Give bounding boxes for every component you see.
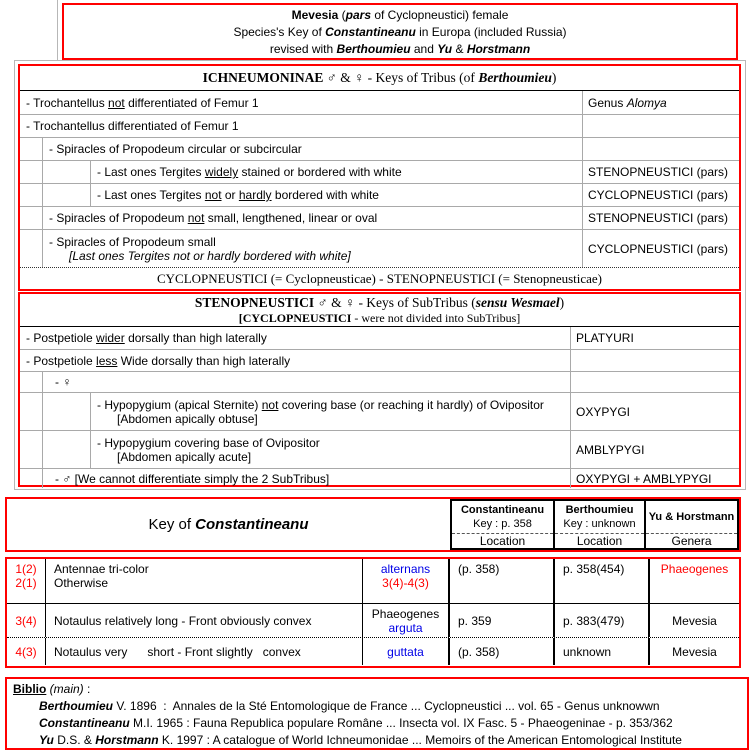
key-row-text: - Spiracles of Propodeum circular or subcircular xyxy=(49,142,302,156)
key-row-text: - Postpetiole wider dorsally than high laterally xyxy=(26,331,267,345)
title-yu: Yu xyxy=(437,42,453,56)
title-text: ( xyxy=(338,8,346,22)
genus-cell: Mevesia xyxy=(672,613,717,628)
key-row-text: - Hypopygium covering base of Ovipositor xyxy=(97,435,320,450)
key-couplet-row xyxy=(7,559,739,603)
key-row xyxy=(20,206,739,229)
species-cell: alternans 3(4)-4(3) xyxy=(363,559,450,603)
key-row xyxy=(20,327,739,349)
key-row-result: OXYPYGI + AMBLYPYGI xyxy=(570,469,739,488)
title-mevesia: Mevesia xyxy=(291,8,339,22)
column-subhead: Location xyxy=(479,534,526,548)
key-row xyxy=(20,91,739,114)
header-author: sensu Wesmael xyxy=(475,294,560,310)
key-row-note: [Last ones Tergites not or hardly bordered with white] xyxy=(69,248,351,263)
key-row xyxy=(20,392,739,430)
key-row-result: CYCLOPNEUSTICI (pars) xyxy=(582,230,739,267)
title-text: and xyxy=(410,42,438,56)
column-name: Berthoumieu xyxy=(565,504,634,516)
key-row xyxy=(20,137,739,160)
key-row-text: - ♀ xyxy=(55,375,72,389)
indent-guide xyxy=(20,469,43,488)
key-row-text: - Spiracles of Propodeum small xyxy=(49,234,216,249)
key-row xyxy=(20,160,739,183)
key-row-result: PLATYURI xyxy=(570,327,739,349)
column-berthoumieu xyxy=(553,501,644,548)
key-row-text: - Last ones Tergites widely stained or bordered with white xyxy=(97,165,402,179)
header-taxon: STENOPNEUSTICI xyxy=(194,294,315,310)
key-row-text: - Spiracles of Propodeum not small, lengthened, linear or oval xyxy=(49,211,378,225)
berthoumieu-location: p. 383(479) xyxy=(555,604,650,637)
key-title: Key of Constantineanu xyxy=(148,516,309,533)
key-row xyxy=(20,468,739,488)
key-row-text: - Trochantellus differentiated of Femur 1 xyxy=(26,119,239,133)
biblio-entry-berthoumieu: Berthoumieu V. 1896 : Annales de la Sté Entomologique de France ... Cyclopneustici ... vol. 65 - Genus unknowwn xyxy=(39,699,660,713)
key-row-text: - Trochantellus not differentiated of Femur 1 xyxy=(26,95,259,110)
key-row-result: STENOPNEUSTICI (pars) xyxy=(582,161,739,183)
title-line-1 xyxy=(64,7,736,24)
title-pars: pars xyxy=(345,8,371,22)
header-note: [CYCLOPNEUSTICI xyxy=(238,310,352,325)
key-row-result xyxy=(582,138,739,160)
key-row xyxy=(20,371,739,392)
indent-guide xyxy=(20,184,43,206)
key-row-text: - Last ones Tergites not or hardly bordered with white xyxy=(97,188,379,202)
reference-columns xyxy=(450,499,739,550)
column-name: Yu & Horstmann xyxy=(648,511,735,523)
key-row xyxy=(20,430,739,468)
grid-line-vertical xyxy=(57,0,58,61)
column-name: Constantineanu xyxy=(460,504,545,516)
indent-guide xyxy=(20,138,43,160)
key-row-result: STENOPNEUSTICI (pars) xyxy=(582,207,739,229)
key-row-result xyxy=(570,350,739,371)
title-box xyxy=(62,3,738,60)
title-horstmann: Horstmann xyxy=(466,42,531,56)
header-text: ) xyxy=(551,70,557,85)
biblio-entry-constantineanu: Constantineanu M.I. 1965 : Fauna Republica populare Române ... Insecta vol. IX Fasc. 5 - Phaeogeninae - p. 353/362 xyxy=(39,716,673,730)
indent-guide xyxy=(20,393,43,430)
indent-guide xyxy=(20,161,43,183)
title-text: Species's Key of xyxy=(233,25,326,39)
key-row xyxy=(20,114,739,137)
key-row-result xyxy=(582,115,739,137)
species-cell: guttata xyxy=(363,638,450,665)
column-constantineanu xyxy=(452,501,553,548)
biblio-colon: : xyxy=(83,682,91,696)
constantineanu-key-rows xyxy=(5,557,741,668)
header-text: ) xyxy=(559,294,565,310)
tribus-summary-row: CYCLOPNEUSTICI (= Cyclopneusticae) - STENOPNEUSTICI (= Stenopneusticae) xyxy=(20,267,739,290)
key-row xyxy=(20,349,739,371)
title-text: & xyxy=(452,42,467,56)
indent-guide xyxy=(43,393,91,430)
couplet-numbers: 3(4) xyxy=(7,604,46,637)
column-subhead: Location xyxy=(576,534,623,548)
key-row-text: - ♂ [We cannot differentiate simply the 2 SubTribus] xyxy=(55,471,330,486)
key-row xyxy=(20,229,739,267)
couplet-description: Antennae tri-color Otherwise xyxy=(46,559,363,603)
species-cell: Phaeogenes arguta xyxy=(363,604,450,637)
header-text: ♂ & ♀ - Keys of Tribus (of xyxy=(323,70,479,85)
biblio-title: Biblio xyxy=(13,682,47,696)
genus-cell: Mevesia xyxy=(672,644,717,659)
title-berthoumieu: Berthoumieu xyxy=(336,42,411,56)
indent-guide xyxy=(20,431,43,468)
header-author: Berthoumieu xyxy=(478,70,552,85)
title-line-2 xyxy=(64,24,736,41)
key-row-result xyxy=(570,372,739,392)
key-couplet-row xyxy=(7,637,739,665)
couplet-description: Notaulus very short - Front slightly convex xyxy=(46,638,363,665)
title-constantineanu: Constantineanu xyxy=(325,25,416,39)
key-couplet-row xyxy=(7,603,739,637)
key-row-result: Genus Alomya xyxy=(582,91,739,114)
title-text: of Cyclopneustici) female xyxy=(371,8,509,22)
biblio-entry-yu-horstmann: Yu D.S. & Horstmann K. 1997 : A catalogue of World Ichneumonidae ... Memoirs of the American Entomological Institute xyxy=(39,733,682,747)
couplet-numbers: 1(2) 2(1) xyxy=(7,559,46,603)
indent-guide xyxy=(20,230,43,267)
berthoumieu-location: unknown xyxy=(555,638,650,665)
key-row-result: OXYPYGI xyxy=(570,393,739,430)
key-row xyxy=(20,183,739,206)
indent-guide xyxy=(43,431,91,468)
indent-guide xyxy=(43,161,91,183)
title-text: in Europa (included Russia) xyxy=(415,25,567,39)
biblio-heading xyxy=(13,681,741,698)
key-row-result: AMBLYPYGI xyxy=(570,431,739,468)
key-row-text: - Postpetiole less Wide dorsally than high laterally xyxy=(26,353,291,368)
header-taxon: ICHNEUMONINAE xyxy=(202,70,324,85)
key-row-note: [Abdomen apically acute] xyxy=(117,449,252,464)
column-key-page: Key : unknown xyxy=(563,518,636,530)
indent-guide xyxy=(20,372,43,392)
column-subhead: Genera xyxy=(671,534,712,548)
stenopneustici-key-table xyxy=(18,292,741,487)
biblio-main-label: (main) xyxy=(46,682,84,696)
column-yu-horstmann xyxy=(644,501,737,548)
column-key-page: Key : p. 358 xyxy=(473,518,532,530)
key-row-note: [Abdomen apically obtuse] xyxy=(117,411,258,426)
constantineanu-location: (p. 358) xyxy=(450,638,555,665)
constantineanu-key-header xyxy=(5,497,741,552)
couplet-description: Notaulus relatively long - Front obviously convex xyxy=(46,604,363,637)
biblio-box xyxy=(5,677,749,750)
indent-guide xyxy=(43,184,91,206)
key-row-text: - Hypopygium (apical Sternite) not covering base (or reaching it hardly) of Ovipositor xyxy=(97,397,544,412)
header-note: - were not divided into SubTribus] xyxy=(351,310,521,325)
ichneumoninae-header xyxy=(20,66,739,91)
couplet-numbers: 4(3) xyxy=(7,638,46,665)
ichneumoninae-key-table xyxy=(18,64,741,291)
stenopneustici-header xyxy=(20,294,739,327)
title-line-3 xyxy=(64,41,736,58)
key-row-result: CYCLOPNEUSTICI (pars) xyxy=(582,184,739,206)
constantineanu-location: (p. 358) xyxy=(450,559,555,603)
indent-guide xyxy=(20,207,43,229)
berthoumieu-location: p. 358(454) xyxy=(555,559,650,603)
genus-cell: Phaeogenes xyxy=(660,562,729,576)
constantineanu-location: p. 359 xyxy=(450,604,555,637)
header-text: ♂ & ♀ - Keys of SubTribus ( xyxy=(314,294,476,310)
title-text: revised with xyxy=(269,42,337,56)
